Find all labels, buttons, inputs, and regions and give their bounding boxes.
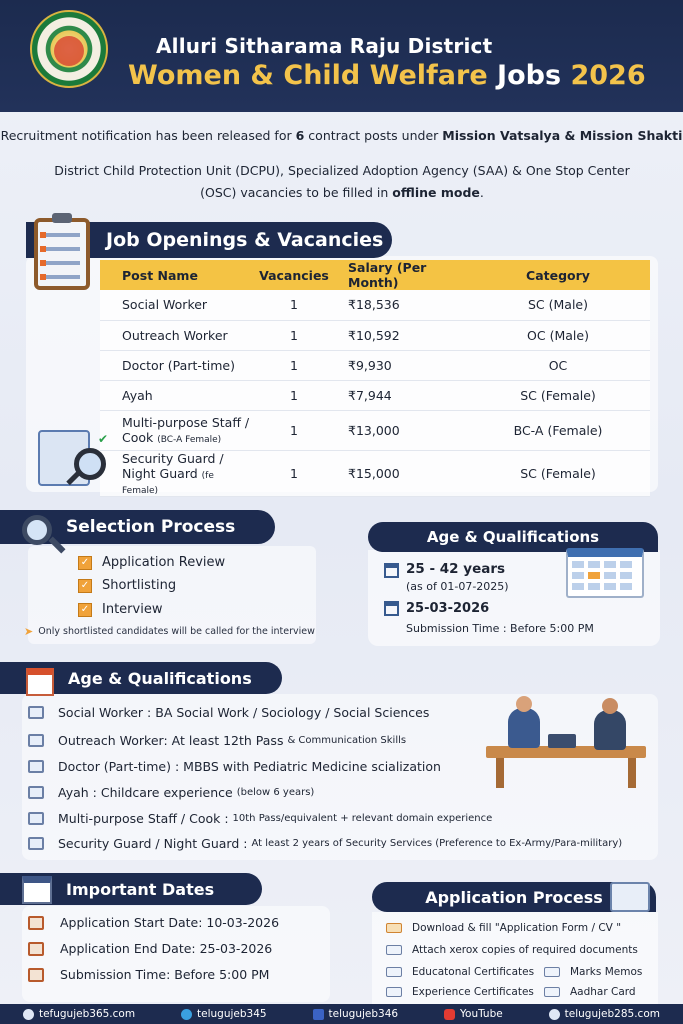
desk-leg-icon — [496, 758, 504, 788]
certificate-icon — [386, 967, 402, 977]
qualification-post: Doctor (Part-time) : — [58, 759, 180, 774]
vacancies: 1 — [252, 410, 336, 450]
qualification-extra: At least 2 years of Security Services (Preference to Ex-Army/Para-military) — [251, 838, 623, 849]
table-row — [100, 380, 650, 410]
vacancies: 1 — [252, 350, 336, 380]
list-item — [78, 555, 225, 570]
document-item — [544, 986, 636, 998]
qualification-row — [28, 811, 492, 826]
footer-text: telugujeb346 — [328, 1008, 399, 1020]
checkmark-icon: ✔ — [98, 432, 109, 446]
post-name — [100, 410, 252, 450]
form-pen-icon — [610, 882, 650, 912]
calendar-icon — [26, 668, 54, 696]
document-icon — [28, 786, 44, 799]
vacancies: 1 — [252, 290, 336, 320]
deadline-date: 25-03-2026 — [406, 601, 490, 616]
calendar-icon — [22, 876, 52, 904]
category: SC (Female) — [466, 450, 650, 496]
footer-website2-link[interactable] — [549, 1008, 660, 1020]
title-year: 2026 — [570, 60, 646, 91]
application-step — [386, 922, 621, 934]
qualification-detail: MBBS with Pediatric Medicine scialization — [183, 759, 441, 774]
qualification-post: Ayah : — [58, 785, 97, 800]
calendar-small-icon — [28, 968, 44, 982]
emblem-center-icon — [54, 36, 84, 66]
qualification-post: Outreach Worker: — [58, 733, 168, 748]
qualification-post: Security Guard / Night Guard : — [58, 836, 248, 851]
selection-step: Application Review — [102, 555, 226, 570]
dates-section-title: Important Dates — [0, 873, 262, 905]
qualifications-section-title: Age & Qualifications — [0, 662, 282, 694]
document-icon — [28, 760, 44, 773]
salary: ₹13,000 — [336, 410, 466, 450]
globe-icon — [23, 1009, 34, 1020]
date-text: Application Start Date: 10-03-2026 — [60, 915, 280, 930]
document-icon — [28, 837, 44, 850]
qualification-row — [28, 785, 314, 800]
facebook-icon — [313, 1009, 324, 1020]
date-row — [28, 915, 279, 930]
experience-icon — [386, 987, 402, 997]
desk-leg-icon — [628, 758, 636, 788]
qualification-post: Social Worker : — [58, 705, 152, 720]
calendar-icon — [384, 601, 399, 616]
document-text: Marks Memos — [570, 966, 643, 978]
interviewer-icon — [594, 710, 626, 750]
post-name-text: Security Guard / Night Guard — [122, 450, 224, 481]
table-row — [100, 320, 650, 350]
checkbox-icon: ✓ — [78, 603, 92, 617]
document-text: Educatonal Certificates — [412, 966, 535, 978]
candidate-head-icon — [516, 696, 532, 712]
qualification-detail: Childcare experience — [100, 785, 233, 800]
post-note: (BC-A Female) — [157, 435, 222, 445]
col-header: Post Name — [100, 260, 252, 290]
category: OC — [466, 350, 650, 380]
salary: ₹7,944 — [336, 380, 466, 410]
footer-text: tefugujeb365.com — [38, 1008, 136, 1020]
category: BC-A (Female) — [466, 410, 650, 450]
category: SC (Female) — [466, 380, 650, 410]
selection-note-text: Only shortlisted candidates will be called for the interview — [38, 626, 315, 637]
category: SC (Male) — [466, 290, 650, 320]
age-as-of: (as of 01-07-2025) — [406, 580, 509, 593]
document-text: Experience Certificates — [412, 986, 534, 998]
calendar-illustration-icon — [566, 548, 644, 598]
table-row — [100, 350, 650, 380]
application-section-title: Application Process — [372, 882, 656, 912]
salary: ₹9,930 — [336, 350, 466, 380]
selection-section-title: Selection Process — [0, 510, 275, 544]
date-row — [28, 967, 269, 982]
date-text: Submission Time: Before 5:00 PM — [60, 967, 270, 982]
age-section-title: Age & Qualifications — [368, 522, 658, 552]
offline-mode: offline mode — [392, 185, 480, 200]
col-header: Vacancies — [252, 260, 336, 290]
footer-text: telugujeb285.com — [564, 1008, 660, 1020]
application-step-text: Attach xerox copies of required documents — [412, 944, 638, 956]
mission-names: Mission Vatsalya & Mission Shakti — [442, 128, 683, 143]
qualification-row — [28, 705, 429, 720]
document-icon — [28, 706, 44, 719]
intro-text: District Child Protection Unit (DCPU), Specialized Adoption Agency (SAA) & One Stop Center (OSC) vacancies to be filled in — [54, 163, 630, 200]
selection-step: Shortlisting — [102, 578, 177, 593]
submission-time-value: Before 5:00 PM — [510, 622, 594, 635]
qualification-row — [28, 733, 406, 748]
qualification-detail: At least 12th Pass — [171, 733, 284, 748]
table-header-row — [100, 260, 650, 290]
checkbox-icon: ✓ — [78, 556, 92, 570]
selection-step: Interview — [102, 602, 163, 617]
col-header: Salary (Per Month) — [336, 260, 466, 290]
document-item — [386, 986, 534, 998]
footer-telegram-link[interactable] — [181, 1008, 267, 1020]
jobs-section-title: Job Openings & Vacancies — [26, 222, 392, 258]
intro-text: contract posts under — [308, 128, 439, 143]
memo-icon — [544, 967, 560, 977]
footer-text: telugujeb345 — [197, 1008, 267, 1020]
col-header: Category — [466, 260, 650, 290]
qualification-row — [28, 759, 441, 774]
candidate-icon — [508, 708, 540, 748]
interviewer-head-icon — [602, 698, 618, 714]
post-name: Doctor (Part-time) — [100, 350, 252, 380]
attach-icon — [386, 945, 402, 955]
vacancies: 1 — [252, 380, 336, 410]
submission-time-label: Submission Time : — [406, 622, 507, 635]
footer-text: YouTube — [460, 1008, 503, 1020]
document-icon — [28, 734, 44, 747]
district-title: Alluri Sitharama Raju District — [156, 34, 493, 58]
jobs-table — [100, 260, 650, 497]
application-step — [386, 944, 638, 956]
post-name: Outreach Worker — [100, 320, 252, 350]
clipboard-clip-icon — [52, 213, 72, 223]
document-item — [386, 966, 534, 978]
submission-time — [406, 622, 594, 635]
post-name: Social Worker — [100, 290, 252, 320]
page-title — [128, 60, 646, 91]
footer-facebook-link[interactable] — [313, 1008, 399, 1020]
arrow-icon: ➤ — [24, 625, 34, 638]
vacancies: 1 — [252, 320, 336, 350]
intro-line-1 — [0, 128, 683, 143]
qualification-detail: BA Social Work / Sociology / Social Sciences — [155, 705, 430, 720]
intro-text: Recruitment notification has been released for — [0, 128, 292, 143]
qualification-extra: 10th Pass/equivalent + relevant domain experience — [232, 813, 493, 824]
post-name — [100, 450, 252, 496]
list-item — [78, 602, 162, 617]
title-gold-part: Women & Child Welfare — [128, 60, 488, 91]
document-text: Aadhar Card — [570, 986, 636, 998]
post-note: (fe Female) — [122, 470, 214, 496]
intro-line-2 — [42, 160, 642, 204]
footer-bar — [0, 1004, 683, 1024]
age-range: 25 - 42 years — [406, 561, 506, 577]
application-step-text: Download & fill "Application Form / CV " — [412, 922, 622, 934]
table-row — [100, 450, 650, 496]
salary: ₹15,000 — [336, 450, 466, 496]
document-item — [544, 966, 642, 978]
folder-icon — [386, 923, 402, 933]
salary: ₹10,592 — [336, 320, 466, 350]
calendar-small-icon — [28, 942, 44, 956]
category: OC (Male) — [466, 320, 650, 350]
footer-website-link[interactable] — [23, 1008, 135, 1020]
table-row — [100, 410, 650, 450]
document-icon — [28, 812, 44, 825]
post-name-text: Multi-purpose Staff / Cook — [122, 415, 250, 445]
footer-youtube-link[interactable] — [444, 1008, 503, 1020]
vacancies: 1 — [252, 450, 336, 496]
list-item — [78, 578, 176, 593]
title-jobs-part: Jobs — [497, 60, 562, 91]
telegram-icon — [181, 1009, 192, 1020]
checkbox-icon: ✓ — [78, 579, 92, 593]
id-card-icon — [544, 987, 560, 997]
laptop-icon — [548, 734, 576, 748]
date-text: Application End Date: 25-03-2026 — [60, 941, 273, 956]
globe-icon — [549, 1009, 560, 1020]
posts-count: 6 — [295, 128, 305, 143]
table-row — [100, 290, 650, 320]
qualification-post: Multi-purpose Staff / Cook : — [58, 811, 229, 826]
date-row — [28, 941, 272, 956]
qualification-extra: (below 6 years) — [236, 787, 315, 798]
intro-text: . — [479, 185, 484, 200]
salary: ₹18,536 — [336, 290, 466, 320]
youtube-icon — [444, 1009, 455, 1020]
qualification-extra: & Communication Skills — [287, 735, 407, 746]
post-name: Ayah — [100, 380, 252, 410]
calendar-icon — [384, 563, 399, 578]
clipboard-icon — [34, 218, 90, 290]
calendar-small-icon — [28, 916, 44, 930]
selection-note — [24, 625, 315, 638]
qualification-row — [28, 836, 622, 851]
